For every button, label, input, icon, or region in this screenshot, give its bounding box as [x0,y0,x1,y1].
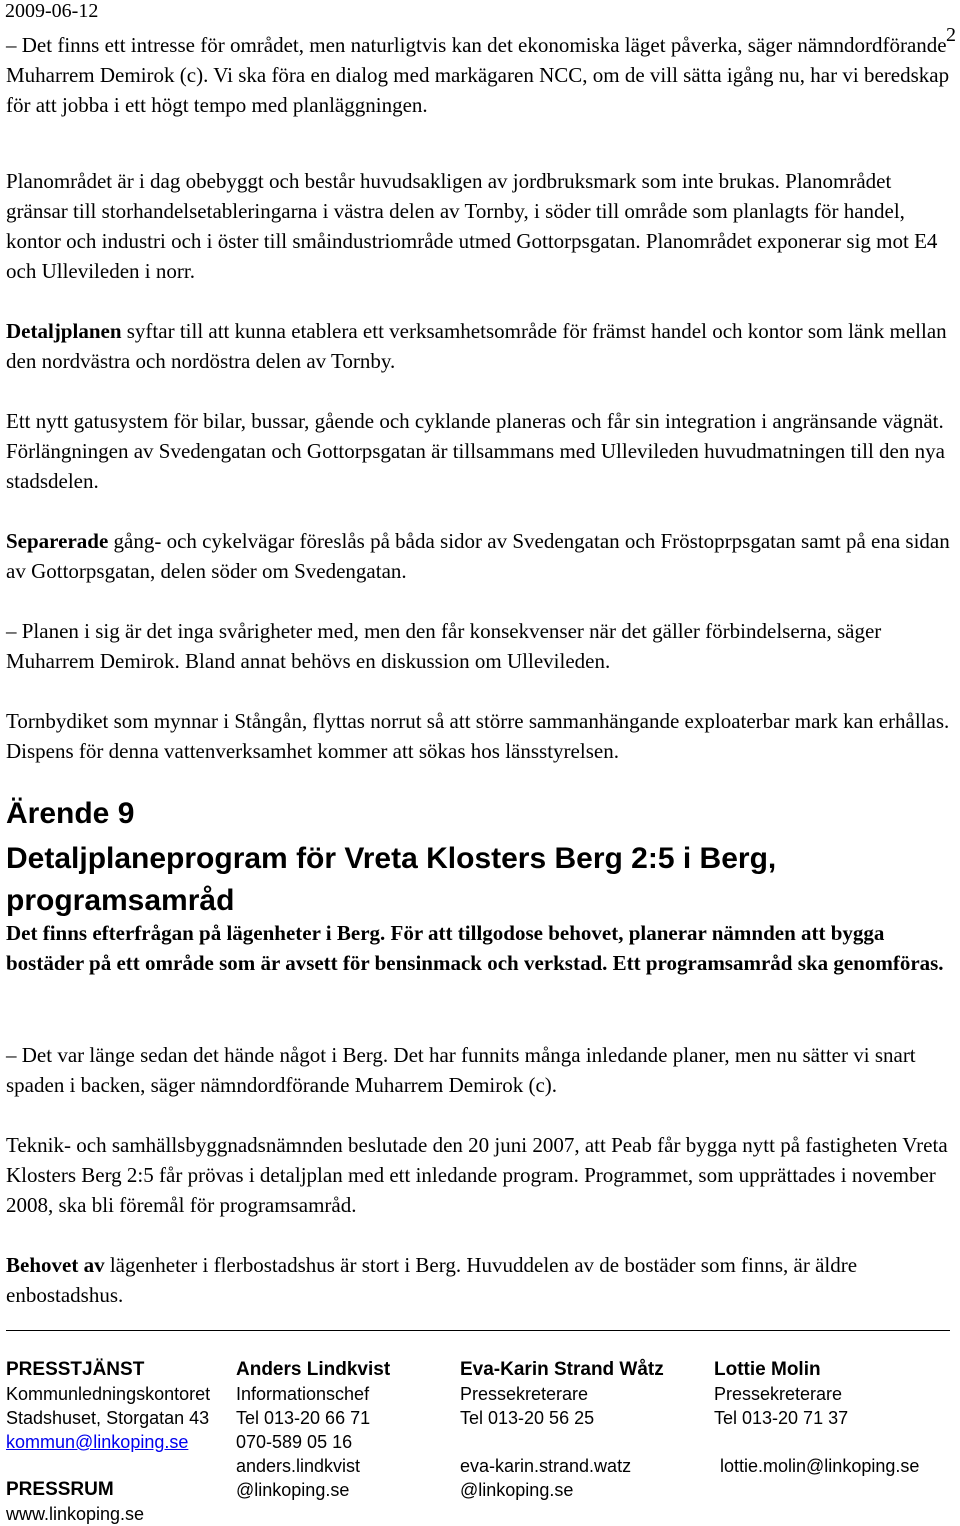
press-address: Stadshuset, Storgatan 43 [6,1408,210,1428]
footer-press-column [6,1358,228,1526]
paragraph-lead-word: Behovet av [6,1253,105,1277]
paragraph-tornbydiket: Tornbydiket som mynnar i Stångån, flyttas norrut så att större sammanhängande exploaterbar mark kan erhållas. Dispens för denna vattenverksamhet kommer att sökas hos länsstyrelsen. [6,709,950,763]
spacer [460,1430,700,1454]
footer-contact-lottie [714,1358,958,1478]
contact-role: Informationschef [236,1384,370,1404]
contact-email[interactable]: lottie.molin@linkoping.se [720,1456,920,1476]
section-title: Detaljplaneprogram för Vreta Klosters Berg 2:5 i Berg, programsamråd [6,842,777,917]
spacer [714,1430,958,1454]
contact-mobile: 070-589 05 16 [236,1432,353,1452]
press-email-link[interactable]: kommun@linkoping.se [6,1432,189,1452]
paragraph-quote-ncc: – Det finns ett intresse för området, men naturligtvis kan det ekonomiska läget påverka, säger nämndordförande Muharrem Demirok (c). Vi ska föra en dialog med markägaren NCC, om de vill sätta igång nu, har vi beredskap för att jobba i ett högt tempo med planläggningen. [6,33,950,117]
footer-contact-evakarin [460,1358,700,1502]
paragraph-plan-area: Planområdet är i dag obebyggt och består huvudsakligen av jordbruksmark som inte brukas. Planområdet gränsar till storhandelsetableringarna i västra delen av Tornby, i söder till område som planlagts för handel, kontor och industri och i öster till småindustriområde utmed Gottorpsgatan. Planområdet exponerar sig mot E4 och Ullevileden i norr. [6,169,938,283]
contact-email-part1[interactable]: eva-karin.strand.watz [460,1456,632,1476]
press-org: Kommunledningskontoret [6,1384,211,1404]
paragraph-decision: Teknik- och samhällsbyggnadsnämnden beslutade den 20 juni 2007, att Peab får bygga nytt på fastigheten Vreta Klosters Berg 2:5 får prövas i detaljplan med ett inledande program. Programmet, som upprättades i november 2008, ska bli föremål för programsamråd. [6,1133,948,1217]
page-number: 2 [946,24,956,46]
contact-email-part2[interactable]: @linkoping.se [460,1480,574,1500]
contact-tel: Tel 013-20 66 71 [236,1408,371,1428]
paragraph-behovet [6,1250,958,1310]
press-web-link[interactable]: www.linkoping.se [6,1504,145,1524]
paragraph-lead-word: Separerade [6,529,109,553]
contact-email-part1[interactable]: anders.lindkvist [236,1456,361,1476]
spacer [6,1454,228,1478]
paragraph-lead-word: Detaljplanen [6,319,122,343]
paragraph-detaljplanen [6,316,958,376]
document-date: 2009-06-12 [5,0,99,22]
contact-name: Lottie Molin [714,1359,821,1380]
section-lead: Det finns efterfrågan på lägenheter i Berg. För att tillgodose behovet, planerar nämnden att bygga bostäder på ett område som är avsett för bensinmack och verkstad. Ett programsamråd ska genomföras. [6,921,944,975]
contact-role: Pressekreterare [714,1384,843,1404]
paragraph-separerade [6,526,958,586]
contact-name: Anders Lindkvist [236,1359,391,1380]
contact-tel: Tel 013-20 71 37 [714,1408,849,1428]
paragraph-text: gång- och cykelvägar föreslås på båda sidor av Svedengatan och Fröstoprpsgatan samt på ena sidan av Gottorpsgatan, delen söder om Svedengatan. [6,529,950,583]
contact-tel: Tel 013-20 56 25 [460,1408,595,1428]
contact-email-part2[interactable]: @linkoping.se [236,1480,350,1500]
footer-contact-anders [236,1358,452,1502]
press-title: PRESSTJÄNST [6,1359,145,1380]
section-heading: Ärende 9 [6,797,135,830]
contact-name: Eva-Karin Strand Wåtz [460,1359,664,1380]
paragraph-text: syftar till att kunna etablera ett verksamhetsområde för främst handel och kontor som länk mellan den nordvästra och nordöstra delen av Tornby. [6,319,947,373]
press-room-title: PRESSRUM [6,1479,114,1500]
paragraph-street-system: Ett nytt gatusystem för bilar, bussar, gående och cyklande planeras och får sin integration i angränsande vägnät. Förlängningen av Svedengatan och Gottorpsgatan är tillsammans med Ullevileden huvudmatningen till den nya stadsdelen. [6,409,945,493]
paragraph-quote-demirok: – Planen i sig är det inga svårigheter med, men den får konsekvenser när det gäller förbindelserna, säger Muharrem Demirok. Bland annat behövs en diskussion om Ullevileden. [6,619,882,673]
contact-role: Pressekreterare [460,1384,589,1404]
paragraph-quote-berg: – Det var länge sedan det hände något i Berg. Det har funnits många inledande planer, men nu sätter vi snart spaden i backen, säger nämndordförande Muharrem Demirok (c). [6,1043,916,1097]
paragraph-text: lägenheter i flerbostadshus är stort i Berg. Huvuddelen av de bostäder som finns, är äldre enbostadshus. [6,1253,858,1307]
footer-divider [6,1330,950,1331]
